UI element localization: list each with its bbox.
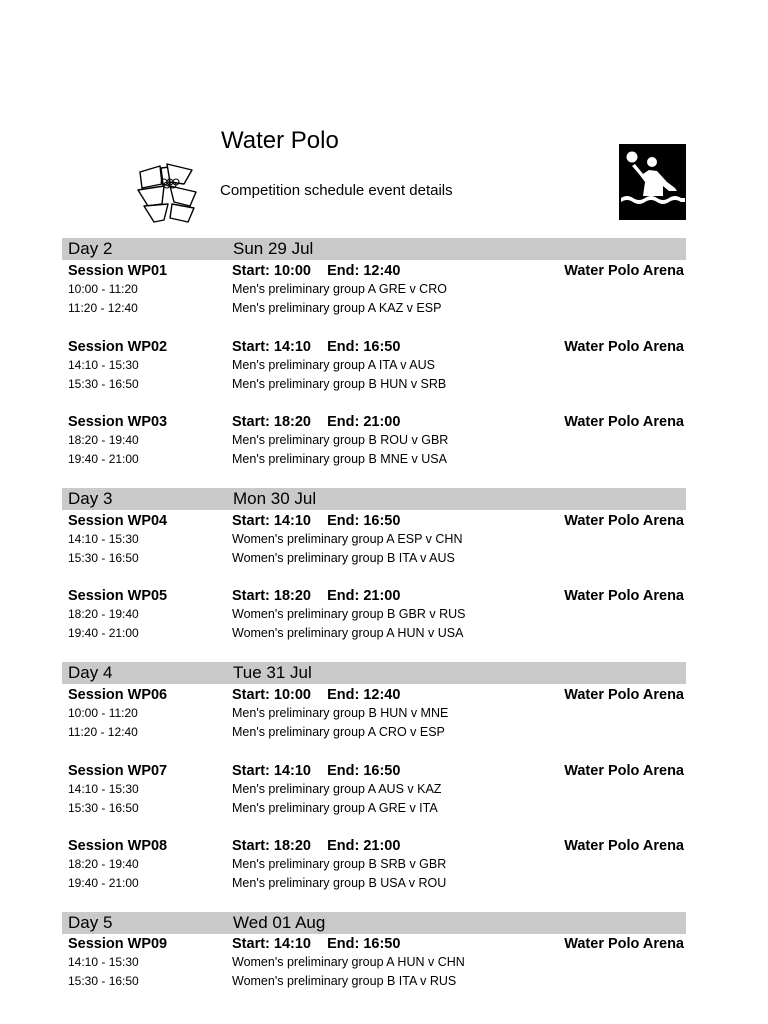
session-name: Session WP05 [68, 588, 168, 604]
event-description: Women's preliminary group A ESP v CHN [232, 532, 463, 546]
event-time: 11:20 - 12:40 [68, 725, 138, 739]
event-description: Men's preliminary group B SRB v GBR [232, 857, 447, 871]
event-time: 18:20 - 19:40 [68, 857, 139, 871]
event-description: Men's preliminary group A CRO v ESP [232, 725, 445, 739]
session-times: Start: 14:10 End: 16:50 [232, 339, 401, 355]
page-title: Water Polo [221, 127, 339, 154]
event-description: Men's preliminary group A ITA v AUS [232, 358, 435, 372]
event-description: Men's preliminary group A KAZ v ESP [232, 301, 442, 315]
event-description: Women's preliminary group B ITA v RUS [232, 974, 457, 988]
day-date: Mon 30 Jul [233, 489, 317, 508]
session-times: Start: 14:10 End: 16:50 [232, 763, 401, 779]
water-polo-pictogram-icon [619, 144, 686, 220]
session-venue: Water Polo Arena [564, 763, 684, 779]
session-name: Session WP07 [68, 763, 168, 779]
event-description: Men's preliminary group B HUN v MNE [232, 706, 449, 720]
event-time: 14:10 - 15:30 [68, 782, 139, 796]
event-description: Women's preliminary group B ITA v AUS [232, 551, 455, 565]
event-description: Men's preliminary group B USA v ROU [232, 876, 447, 890]
session-venue: Water Polo Arena [564, 687, 684, 703]
event-description: Men's preliminary group B ROU v GBR [232, 433, 449, 447]
event-description: Women's preliminary group B GBR v RUS [232, 607, 466, 621]
session-times: Start: 14:10 End: 16:50 [232, 513, 401, 529]
day-date: Tue 31 Jul [233, 663, 312, 682]
event-time: 10:00 - 11:20 [68, 282, 138, 296]
event-description: Men's preliminary group A GRE v ITA [232, 801, 438, 815]
session-block [0, 686, 768, 746]
day-header [62, 238, 686, 260]
day-header [62, 662, 686, 684]
event-time: 10:00 - 11:20 [68, 706, 138, 720]
session-times: Start: 10:00 End: 12:40 [232, 263, 401, 279]
event-description: Men's preliminary group A AUS v KAZ [232, 782, 442, 796]
session-name: Session WP02 [68, 339, 168, 355]
page-subtitle: Competition schedule event details [220, 182, 453, 199]
session-name: Session WP06 [68, 687, 168, 703]
session-block [0, 262, 768, 322]
session-venue: Water Polo Arena [564, 414, 684, 430]
day-label: Day 2 [68, 239, 113, 258]
session-times: Start: 18:20 End: 21:00 [232, 588, 401, 604]
day-label: Day 3 [68, 489, 113, 508]
session-venue: Water Polo Arena [564, 588, 684, 604]
day-date: Sun 29 Jul [233, 239, 314, 258]
session-times: Start: 18:20 End: 21:00 [232, 414, 401, 430]
session-name: Session WP08 [68, 838, 168, 854]
session-times: Start: 18:20 End: 21:00 [232, 838, 401, 854]
day-header [62, 912, 686, 934]
session-name: Session WP09 [68, 936, 168, 952]
session-venue: Water Polo Arena [564, 838, 684, 854]
event-time: 19:40 - 21:00 [68, 626, 139, 640]
day-label: Day 4 [68, 663, 113, 682]
event-time: 15:30 - 16:50 [68, 551, 139, 565]
session-times: Start: 14:10 End: 16:50 [232, 936, 401, 952]
event-description: Men's preliminary group B MNE v USA [232, 452, 447, 466]
day-date: Wed 01 Aug [233, 913, 326, 932]
session-block [0, 935, 768, 995]
session-block [0, 413, 768, 473]
event-description: Men's preliminary group B HUN v SRB [232, 377, 447, 391]
event-time: 18:20 - 19:40 [68, 433, 139, 447]
event-time: 14:10 - 15:30 [68, 358, 139, 372]
london-2012-logo-icon [134, 162, 200, 224]
session-venue: Water Polo Arena [564, 936, 684, 952]
session-times: Start: 10:00 End: 12:40 [232, 687, 401, 703]
day-label: Day 5 [68, 913, 113, 932]
event-description: Men's preliminary group A GRE v CRO [232, 282, 447, 296]
session-block [0, 587, 768, 647]
event-time: 14:10 - 15:30 [68, 532, 139, 546]
event-time: 18:20 - 19:40 [68, 607, 139, 621]
event-description: Women's preliminary group A HUN v CHN [232, 955, 465, 969]
event-time: 19:40 - 21:00 [68, 876, 139, 890]
event-time: 15:30 - 16:50 [68, 801, 139, 815]
event-time: 19:40 - 21:00 [68, 452, 139, 466]
event-time: 14:10 - 15:30 [68, 955, 139, 969]
session-name: Session WP01 [68, 263, 168, 279]
event-time: 15:30 - 16:50 [68, 377, 139, 391]
session-name: Session WP04 [68, 513, 168, 529]
session-block [0, 837, 768, 897]
session-venue: Water Polo Arena [564, 339, 684, 355]
session-name: Session WP03 [68, 414, 168, 430]
session-venue: Water Polo Arena [564, 513, 684, 529]
event-description: Women's preliminary group A HUN v USA [232, 626, 464, 640]
session-block [0, 762, 768, 822]
event-time: 15:30 - 16:50 [68, 974, 139, 988]
session-block [0, 338, 768, 398]
session-block [0, 512, 768, 572]
day-header [62, 488, 686, 510]
session-venue: Water Polo Arena [564, 263, 684, 279]
event-time: 11:20 - 12:40 [68, 301, 138, 315]
